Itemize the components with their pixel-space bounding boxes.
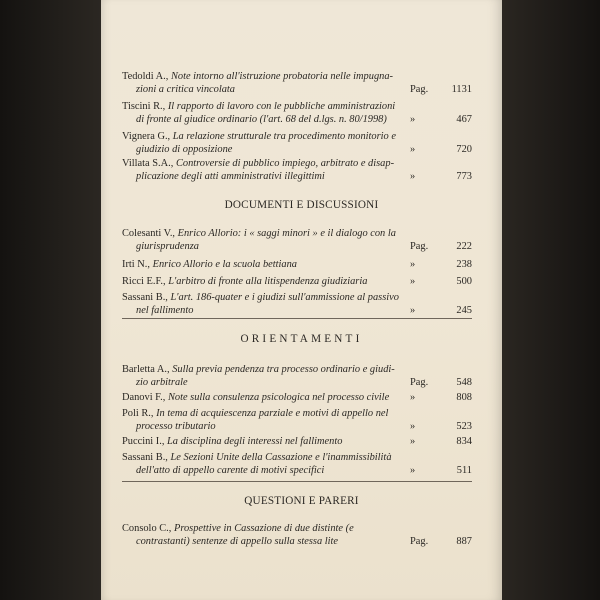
page-reference: » 834 [410,436,472,447]
page-reference: » 500 [410,276,472,287]
section-divider [122,318,472,319]
section-heading-orientamenti: ORIENTAMENTI [240,333,363,345]
page-reference: » 523 [410,420,472,432]
index-entry-ricci: Ricci E.F., L'arbitro di fronte alla litispendenza giudiziaria » 500 [122,276,472,287]
index-entry-danovi: Danovi F., Note sulla consulenza psicologica nel processo civile » 808 [122,392,472,403]
book-page [101,0,502,600]
page-reference: » 245 [410,304,472,316]
index-entry-barletta: Barletta A., Sulla previa pendenza tra processo ordinario e giudi- zio arbitrale Pag. 548 [122,364,472,388]
index-entry-puccini: Puccini I., La disciplina degli interessi nel fallimento » 834 [122,436,472,447]
page-reference: » 808 [410,392,472,403]
page-reference: » 238 [410,259,472,270]
index-entry-tiscini: Tiscini R., Il rapporto di lavoro con le pubbliche amministrazioni di fronte al giudice ordinario (l'art. 68 del d.lgs. n. 80/1998) » 467 [122,101,472,125]
index-entry-villata: Villata S.A., Controversie di pubblico impiego, arbitrato e disap- plicazione degli atti amministrativi illegittimi » 773 [122,158,472,182]
left-background-edge [0,0,101,600]
index-entry-sassani-2: Sassani B., Le Sezioni Unite della Cassazione e l'inammissibilità dell'atto di appello carente di motivi specifici » 511 [122,452,472,476]
index-entry-colesanti: Colesanti V., Enrico Allorio: i « saggi minori » e il dialogo con la giurisprudenza Pag. 222 [122,228,472,252]
page-reference: Pag. 1131 [410,83,472,95]
page-reference: » 467 [410,113,472,125]
page-reference: » 773 [410,170,472,182]
right-background-edge [502,0,600,600]
index-entry-tedoldi: Tedoldi A., Note intorno all'istruzione probatoria nelle impugna- zioni a critica vincolata Pag. 1131 [122,71,472,95]
section-divider [122,481,472,482]
page-reference: Pag. 222 [410,240,472,252]
page-reference: » 720 [410,143,472,155]
page-reference: Pag. 548 [410,376,472,388]
index-entry-vignera: Vignera G., La relazione strutturale tra procedimento monitorio e giudizio di opposizione » 720 [122,131,472,155]
page-reference: » 511 [410,464,472,476]
index-entry-sassani-1: Sassani B., L'art. 186-quater e i giudizi sull'ammissione al passivo nel fallimento » 245 [122,292,472,316]
index-entry-consolo: Consolo C., Prospettive in Cassazione di due distinte (e contrastanti) sentenze di appello sulla stessa lite Pag. 887 [122,523,472,547]
section-heading-documenti: DOCUMENTI E DISCUSSIONI [224,199,379,211]
page-reference: Pag. 887 [410,535,472,547]
index-entry-poli: Poli R., In tema di acquiescenza parziale e motivi di appello nel processo tributario » 523 [122,408,472,432]
index-entry-irti: Irti N., Enrico Allorio e la scuola bettiana » 238 [122,259,472,270]
section-heading-questioni: QUESTIONI E PARERI [244,495,359,507]
